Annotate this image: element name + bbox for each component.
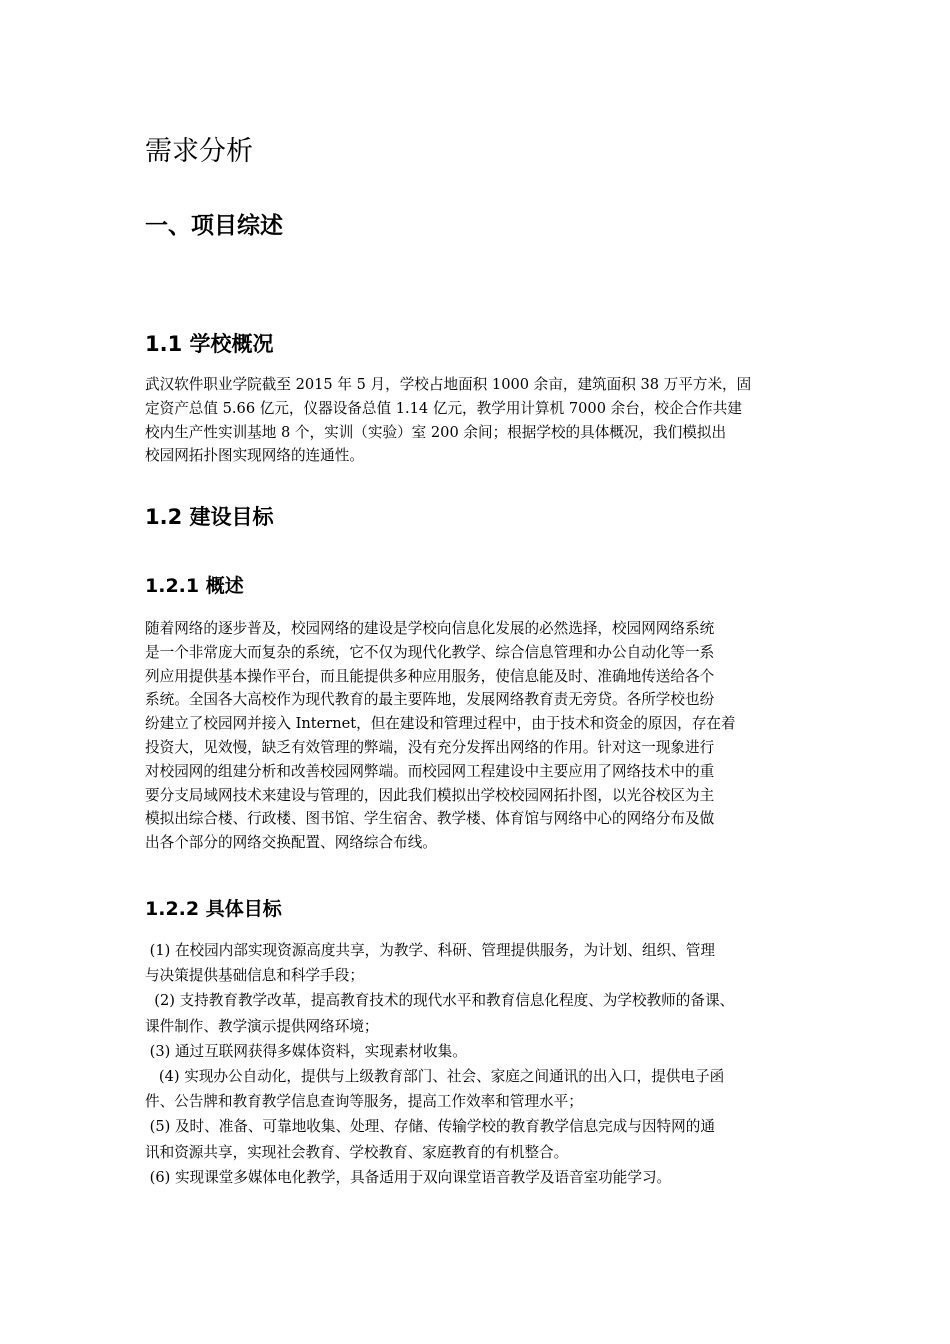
- school-overview-paragraph: [145, 373, 815, 468]
- paragraph-line: 校内生产性实训基地 8 个，实训（实验）室 200 余间；根据学校的具体概况，我们模拟出: [145, 423, 727, 441]
- list-item-line: 课件制作、教学演示提供网络环境；: [145, 1017, 379, 1035]
- section-heading-school-overview: 1.1 学校概况: [145, 332, 274, 356]
- list-item-line: 件、公告牌和教育教学信息查询等服务，提高工作效率和管理水平；: [145, 1093, 583, 1111]
- paragraph-line: 模拟出综合楼、行政楼、图书馆、学生宿舍、教学楼、体育馆与网络中心的网络分布及做: [145, 810, 715, 828]
- paragraph-line: 武汉软件职业学院截至 2015 年 5 月，学校占地面积 1000 余亩，建筑面积 38 万平方米，固: [145, 376, 752, 393]
- document-title: 需求分析: [145, 136, 253, 167]
- paragraph-line: 校园网拓扑图实现网络的连通性。: [145, 447, 364, 465]
- paragraph-line: 定资产总值 5.66 亿元，仪器设备总值 1.14 亿元，教学用计算机 7000 余台，校企合作共建: [145, 399, 742, 417]
- list-item-line: (2) 支持教育教学改革，提高教育技术的现代水平和教育信息化程度、为学校教师的备课、: [145, 992, 735, 1010]
- section-heading-specific-goals: 1.2.2 具体目标: [145, 898, 282, 920]
- paragraph-line: 投资大，见效慢，缺乏有效管理的弊端，没有充分发挥出网络的作用。针对这一现象进行: [145, 738, 715, 756]
- paragraph-line: 随着网络的逐步普及，校园网络的建设是学校向信息化发展的必然选择，校园网网络系统: [145, 620, 715, 637]
- list-item-line: (3) 通过互联网获得多媒体资料，实现素材收集。: [145, 1042, 467, 1060]
- paragraph-line: 出各个部分的网络交换配置、网络综合布线。: [145, 834, 437, 852]
- section-heading-construction-goals: 1.2 建设目标: [145, 505, 274, 529]
- list-item-line: (4) 实现办公自动化，提供与上级教育部门、社会、家庭之间通讯的出入口，提供电子函: [145, 1068, 725, 1086]
- section-heading-project-overview: 一、项目综述: [145, 213, 283, 239]
- list-item-line: (1) 在校园内部实现资源高度共享，为教学、科研、管理提供服务，为计划、组织、管理: [145, 942, 715, 959]
- specific-goals-list: [145, 938, 825, 1190]
- paragraph-line: 列应用提供基本操作平台，而且能提供多种应用服务，使信息能及时、准确地传送给各个: [145, 667, 715, 685]
- list-item-line: (5) 及时、准备、可靠地收集、处理、存储、传输学校的教育教学信息完成与因特网的通: [145, 1118, 715, 1136]
- list-item-line: (6) 实现课堂多媒体电化教学，具备适用于双向课堂语音教学及语音室功能学习。: [145, 1168, 672, 1186]
- paragraph-line: 是一个非常庞大而复杂的系统，它不仅为现代化教学、综合信息管理和办公自动化等一系: [145, 643, 715, 661]
- summary-paragraph: [145, 617, 815, 855]
- list-item-line: 与决策提供基础信息和科学手段；: [145, 967, 364, 985]
- section-heading-summary: 1.2.1 概述: [145, 575, 244, 597]
- paragraph-line: 要分支局域网技术来建设与管理的，因此我们模拟出学校校园网拓扑图，以光谷校区为主: [145, 786, 715, 804]
- paragraph-line: 系统。全国各大高校作为现代教育的最主要阵地，发展网络教育责无旁贷。各所学校也纷: [145, 691, 715, 709]
- list-item-line: 讯和资源共享，实现社会教育、学校教育、家庭教育的有机整合。: [145, 1143, 569, 1161]
- paragraph-line: 纷建立了校园网并接入 Internet，但在建设和管理过程中，由于技术和资金的原因，存在着: [145, 715, 736, 733]
- paragraph-line: 对校园网的组建分析和改善校园网弊端。而校园网工程建设中主要应用了网络技术中的重: [145, 762, 715, 780]
